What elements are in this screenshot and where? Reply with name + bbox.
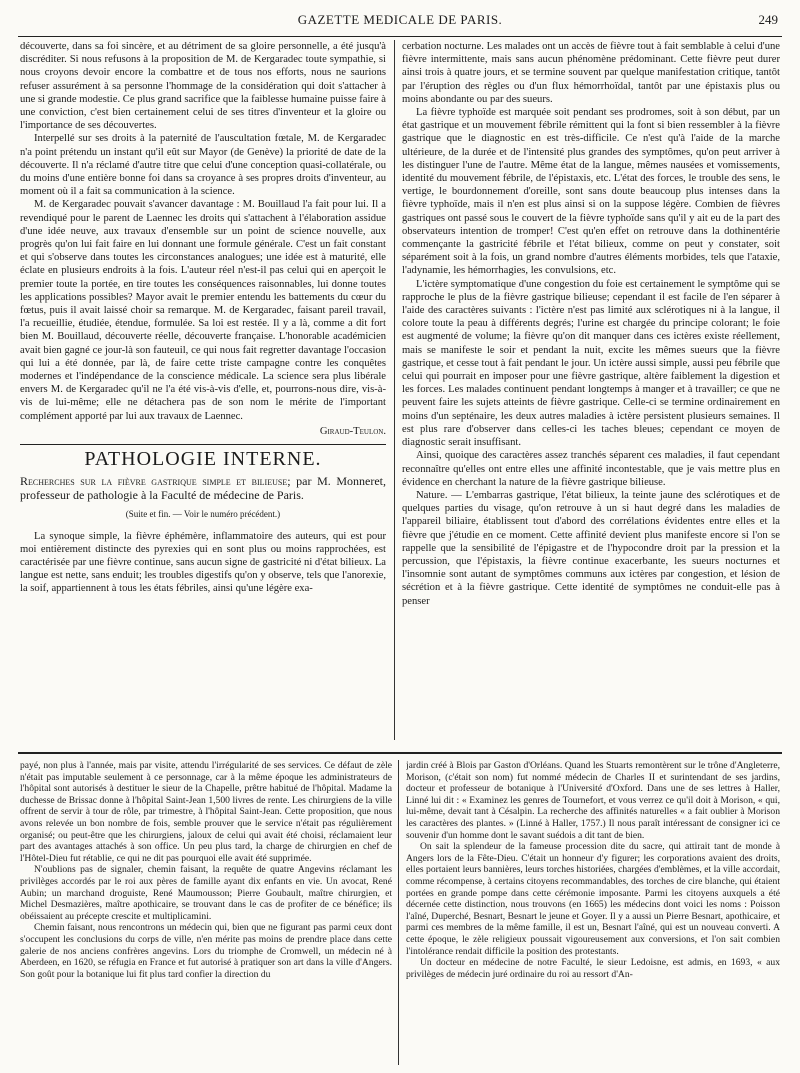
column-divider: [398, 760, 399, 1065]
article-byline: par M. Monneret, professeur de pathologie à la Faculté de médecine de Paris.: [20, 474, 386, 503]
paragraph: La synoque simple, la fièvre éphémère, inflammatoire des auteurs, qui est pour moi entièrement distincte des pyrexies qui en sont plus ou moins rapprochées, est caractérisée par une fièvre continue, sans aucun signe de gastricité ni d'état bilieux. La langue est nette, sans enduit; les troubles digestifs qu'on y observe, tels que l'anorexie, la soif, appartiennent à tous les états fébriles, ainsi qu'une légère exa-: [20, 530, 386, 595]
header-rule: [18, 36, 782, 37]
bottom-left-column: [20, 760, 392, 1065]
paragraph: Interpellé sur ses droits à la paternité de l'auscultation fœtale, M. de Kergaradec n'a point prétendu un instant qu'il eût sur Mayor (de Genève) la priorité de date de la découverte. Il n'a réclamé d'autre titre que celui d'une conception quasi-collatérale, ou du moins d'une entière bonne foi dans sa croyance à ses propres droits d'inventeur, au moment où il a fait sa communication à la science.: [20, 133, 386, 198]
bottom-right-column: [406, 760, 780, 1065]
paragraph: cerbation nocturne. Les malades ont un accès de fièvre tout à fait semblable à celui d'une fièvre intermittente, mais sans aucun phénomène prédominant. Cette fièvre peut durer ainsi trois à quatre jours, et se termine souvent par quelque manifestation critique, tantôt par l'éruption des règles ou d'un flux hémorrhoïdal, tantôt par une épistaxis plus ou moins abondante ou par des sueurs.: [402, 41, 780, 105]
paragraph: M. de Kergaradec pouvait s'avancer davantage : M. Bouillaud l'a fait pour lui. Il a revendiqué pour le parent de Laennec les droits qui s'attachent à l'élaboration assidue d'une idée neuve, aux travaux d'ensemble sur un point de science nouvelle, aux progrès qu'on lui fait faire en lui donnant une formule générale. C'est un fait constant et qui s'observe dans toutes les circonstances analogues; une idée est à maturité, elle éclate en plusieurs endroits à la fois. L'auteur réel n'est-il pas celui qui en aperçoit le premier toute la portée, en tire toutes les conséquences raisonnables, lui donne toutes les applications possibles? Mayor avait le premier entendu les battements du cœur du fœtus, puis il avait laissé choir sa remarque. M. de Kergaradec, faisant pareil travail, l'a recueillie, étudiée, étendue, formulée. Sa loi est restée. Il y a là, comme a dit fort bien M. Bouillaud, découverte réelle, découverte française. L'honorable académicien avait bien gagné ce jour-là son fauteuil, ce qui nous fait regretter davantage l'occasion qui lui a été donnée, par là, de faire cette triste campagne contre les conquêtes modernes et l'indépendance de la conscience médicale. La science sera plus libérale envers M. de Kergaradec qu'il ne l'a été vis-à-vis d'elle, et, pourrons-nous dire, vis-à-vis de lui-même; elle ne détachera pas de son nom le mérite de l'important complément apporté par lui aux travaux de Laennec.: [20, 199, 386, 422]
paragraph: On sait la splendeur de la fameuse procession dite du sacre, qui attirait tant de monde à Angers lors de la Fête-Dieu. C'était un honneur d'y figurer; les corporations avaient des droits, elles portaient leurs bannières, leurs torches historiées, chargées d'emblèmes, et la ville accordait, comme récompense, à certains citoyens recommandables, des torches de cire blanche, qui étaient portées en grande pompe dans cette cérémonie imposante. Parmi les citoyens auxquels a été décernée cette distinction, nous trouvons (en 1665) les médecins dont voici les noms : Poisson l'aîné, Duperché, Besnart, Besnart le jeune et Goyer. Il y a aussi un Pierre Besnart, apothicaire, et parmi ces membres de la même famille, il est un, Besnart l'aîné, qui est un nouveau converti. A cette époque, le zèle religieux poussait vigoureusement aux conversions, et l'on sait combien l'intolérance rendait difficile la position des protestants.: [406, 841, 780, 957]
paragraph: N'oublions pas de signaler, chemin faisant, la requête de quatre Angevins réclamant les privilèges accordés par le roi aux pères de famille ayant dix enfants en vie. Un avocat, René Aubin; un marchand droguiste, René Maumousson; Pierre Goubault, maître chirurgien, et Michel Desmazières, maître apothicaire, se trouvant dans le cas de profiter de ce bénéfice; ils obéissaient au précepte crescite et multiplicamini.: [20, 864, 392, 922]
paragraph: découverte, dans sa foi sincère, et au détriment de sa gloire personnelle, a été jusqu'à discréditer. Si nous refusons à la proposition de M. de Kergaradec toute sympathie, si nous croyons devoir encore la combattre et de tous nos efforts, nous ne saurions refuser assurément à sa personne l'hommage de la considération qui doit s'attacher à une si grande modestie. Ce plus grand sacrifice que la faiblesse humaine puisse faire à une conviction, c'est bien certainement celui de ses titres d'inventeur et la gloire ou l'importance de ses découvertes.: [20, 41, 386, 132]
journal-title: GAZETTE MEDICALE DE PARIS.: [297, 12, 503, 27]
paragraph: Nature. — L'embarras gastrique, l'état bilieux, la teinte jaune des sclérotiques et de quelques parties du visage, qu'on retrouve à un si haut degré dans les maladies de l'appareil biliaire, établissent tout d'abord des corrélations évidentes entre elles et la fièvre que j'étudie en ce moment. Cette affinité devient plus manifeste encore si l'on se rappelle que la sensibilité de l'épigastre et de l'hypocondre droit par la pression et la percussion, que l'épistaxis, la fièvre continue exacerbante, les sueurs nocturnes et l'insomnie sont autant de symptômes communs aux ictères par congestion, et lésion de sécrétion et à la fièvre gastrique. Cette identité de symptômes ne conduit-elle pas à penser: [402, 489, 780, 607]
continuation-note: (Suite et fin. — Voir le numéro précédent.): [125, 509, 281, 520]
article-title: [20, 474, 386, 502]
paragraph: payé, non plus à l'année, mais par visite, attendu l'irrégularité de ses services. Ce défaut de zèle n'était pas imputable seulement à ce personnage, car à la même époque les administrateurs de l'hôpital sont autorisés à destituer le sieur de la Chapelle, prêtre habitué de l'hôpital. Madame la duchesse de Brissac donne à l'hôpital Saint-Jean 1,500 livres de rente. Les chirurgiens de la ville offrent de servir à tour de rôle, par trimestre, à l'hôpital Saint-Jean. Cette proposition, que nous avons relevée un bon nombre de fois, semble prouver que le service n'était pas régulièrement organisé; ou peut-être que les chirurgiens, jaloux de celui qui avait été choisi, réclamaient leur part des avantages attachés à son office. Un peu plus tard, la charge de chirurgien en chef de l'Hôtel-Dieu fut rétablie, ce qui ne dit pas pourquoi elle avait été supprimée.: [20, 760, 392, 864]
top-left-column: [20, 40, 386, 740]
paragraph: La fièvre typhoïde est marquée soit pendant ses prodromes, soit à son début, par un état gastrique et un mouvement fébrile rémittent qui la font si bien ressembler à la fièvre gastrique que le diagnostic en est très-difficile. Ce n'est qu'à l'aide de la marche ultérieure, de la durée et de l'intensité plus grandes des symptômes, qu'on peut arriver à les distinguer l'une de l'autre. Même état de la langue, mêmes nausées et vomissements, identité du mouvement fébrile, de l'épistaxis, etc. L'état des forces, le trouble des sens, le vertige, le bourdonnement d'oreille, sont sans doute beaucoup plus intenses dans la fièvre typhoïde, mais il n'en est plus ainsi si on la suppose légère. Combien de fièvres gastriques ont passé sous le couvert de la fièvre typhoïde sans qu'il y ait eu de la part des observateurs intention de tromper! C'est qu'en effet on retrouve dans la dothinentérie commençante la gastricité fébrile et l'état bilieux, comme on peut y constater, soit séparément soit à la fois, un grand nombre d'autres éléments morbides, tels que l'ataxie, l'adynamie, les hémorrhagies, les convulsions, etc.: [402, 107, 780, 277]
page-header: [18, 12, 782, 34]
section-rule: [20, 444, 386, 445]
paragraph: jardin créé à Blois par Gaston d'Orléans. Quand les Stuarts remontèrent sur le trône d'Angleterre, Morison, (c'était son nom) fut nommé médecin de Charles II et surintendant de ses jardins, docteur et professeur de botanique à l'Université d'Oxford. Dans une de ses lettres à Haller, Linné lui dit : « Examinez les genres de Tournefort, et vous verrez ce qu'il doit à Morison, « qui, lui-même, devait tant à Césalpin. La recherche des affinités naturelles « a fait oublier à Morison les caractères des plantes. » (Linné à Haller, 1757.) Il nous paraît intéressant de consigner ici ce souvenir d'un homme dont le savant suédois a dit tant de bien.: [406, 760, 780, 841]
paragraph: Chemin faisant, nous rencontrons un médecin qui, bien que ne figurant pas parmi ceux dont s'occupent les conclusions du corps de ville, n'en mérite pas moins de prendre place dans cette galerie de nos anciens confrères angevins. Lors du triomphe de Cromwell, un médecin né à Aberdeen, en 1620, se réfugia en France et fut autorisé à pratiquer son art dans la ville d'Angers. Son goût pour la botanique lui fit plus tard confier la direction du: [20, 922, 392, 980]
paragraph: L'ictère symptomatique d'une congestion du foie est certainement le symptôme qui se rapproche le plus de la fièvre gastrique bilieuse; cependant il est facile de l'en séparer à l'aide des caractères suivants : l'ictère n'est pas limité aux sclérotiques ni à la langue, il colore toute la peau à différents degrés; l'urine est chargée du principe colorant; le foie est augmenté de volume; la fièvre qu'on dit manquer dans ces ictères existe réellement, mais se manifeste le soir et pendant la nuit, excite les mêmes sueurs que la fièvre gastrique, et cesse tout à fait pendant le jour. Un ictère aussi simple, aussi peu fébrile que celui qui pourrait en imposer pour une fièvre gastrique, altère faiblement la digestion et les forces. Les malades continuent pendant longtemps à manger et à travailler; ce que ne peuvent faire les sujets atteints de fièvre gastrique. Celle-ci se termine ordinairement en moins d'un septénaire, les deux autres maladies à ictère persistent plusieurs semaines. Il est plus rare d'observer dans celles-ci les taches bleues; cependant ce moyen de diagnostic serait insuffisant.: [402, 278, 780, 449]
section-title: PATHOLOGIE INTERNE.: [84, 448, 322, 471]
article-signature: Giraud-Teulon.: [319, 425, 386, 437]
paragraph: Ainsi, quoique des caractères assez tranchés séparent ces maladies, il faut cependant reconnaître qu'elles ont entre elles une affinité incontestable, que je vais mettre plus en évidence en cherchant la nature de la fièvre gastrique bilieuse.: [402, 450, 780, 488]
top-right-column: [402, 40, 780, 740]
section-separator: [18, 752, 782, 754]
paragraph: Un docteur en médecine de notre Faculté, le sieur Ledoisne, est admis, en 1693, « aux privilèges de médecin juré ordinaire du roi au ressort d'An-: [406, 957, 780, 980]
page-number: 249: [758, 12, 778, 27]
column-divider: [394, 40, 395, 740]
article-title-text: Recherches sur la fièvre gastrique simple et bilieuse;: [20, 474, 291, 489]
